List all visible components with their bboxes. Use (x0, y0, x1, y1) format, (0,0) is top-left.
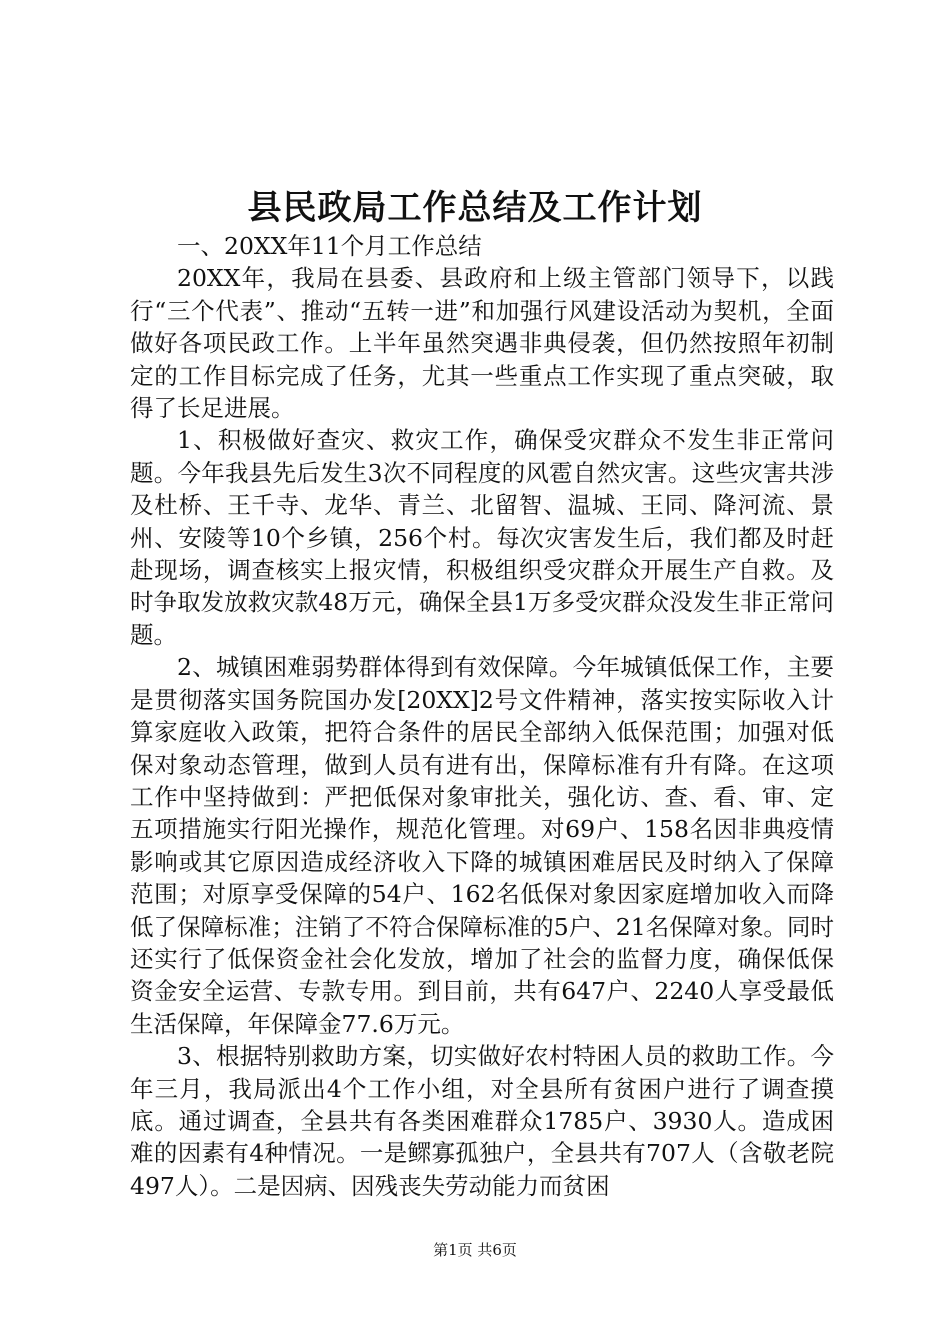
paragraph-rural-assistance: 3、根据特别救助方案，切实做好农村特困人员的救助工作。今年三月，我局派出4个工作小组，对全县所有贫困户进行了调查摸底。通过调查，全县共有各类困难群众1785户、3930人。造成困难的因素有4种情况。一是鳏寡孤独户，全县共有707人（含敬老院497人）。二是因病、因残丧失劳动能力而贫困 (130, 1042, 834, 1200)
document-body (130, 230, 834, 1202)
document-title: 县民政局工作总结及工作计划 (247, 188, 703, 228)
paragraph-urban-security: 2、城镇困难弱势群体得到有效保障。今年城镇低保工作，主要是贯彻落实国务院国办发[20XX]2号文件精神，落实按实际收入计算家庭收入政策，把符合条件的居民全部纳入低保范围；加强对低保对象动态管理，做到人员有进有出，保障标准有升有降。在这项工作中坚持做到：严把低保对象审批关，强化访、查、看、审、定五项措施实行阳光操作，规范化管理。对69户、158名因非典疫情影响或其它原因造成经济收入下降的城镇困难居民及时纳入了保障范围；对原享受保障的54户、162名低保对象因家庭增加收入而降低了保障标准；注销了不符合保障标准的5户、21名保障对象。同时还实行了低保资金社会化发放，增加了社会的监督力度，确保低保资金安全运营、专款专用。到目前，共有647户、2240人享受最低生活保障，年保障金77.6万元。 (130, 653, 834, 1038)
section-heading: 一、20XX年11个月工作总结 (177, 232, 482, 260)
paragraph-disaster-relief: 1、积极做好查灾、救灾工作，确保受灾群众不发生非正常问题。今年我县先后发生3次不同程度的风雹自然灾害。这些灾害共涉及杜桥、王千寺、龙华、青兰、北留智、温城、王同、降河流、景州、安陵等10个乡镇，256个村。每次灾害发生后，我们都及时赶赴现场，调查核实上报灾情，积极组织受灾群众开展生产自救。及时争取发放救灾款48万元，确保全县1万多受灾群众没发生非正常问题。 (130, 426, 834, 649)
paragraph-intro: 20XX年，我局在县委、县政府和上级主管部门领导下，以践行“三个代表”、推动“五转一进”和加强行风建设活动为契机，全面做好各项民政工作。上半年虽然突遇非典侵袭，但仍然按照年初制定的工作目标完成了任务，尤其一些重点工作实现了重点突破，取得了长足进展。 (130, 264, 834, 423)
page-number-footer: 第1页 共6页 (433, 1241, 517, 1259)
